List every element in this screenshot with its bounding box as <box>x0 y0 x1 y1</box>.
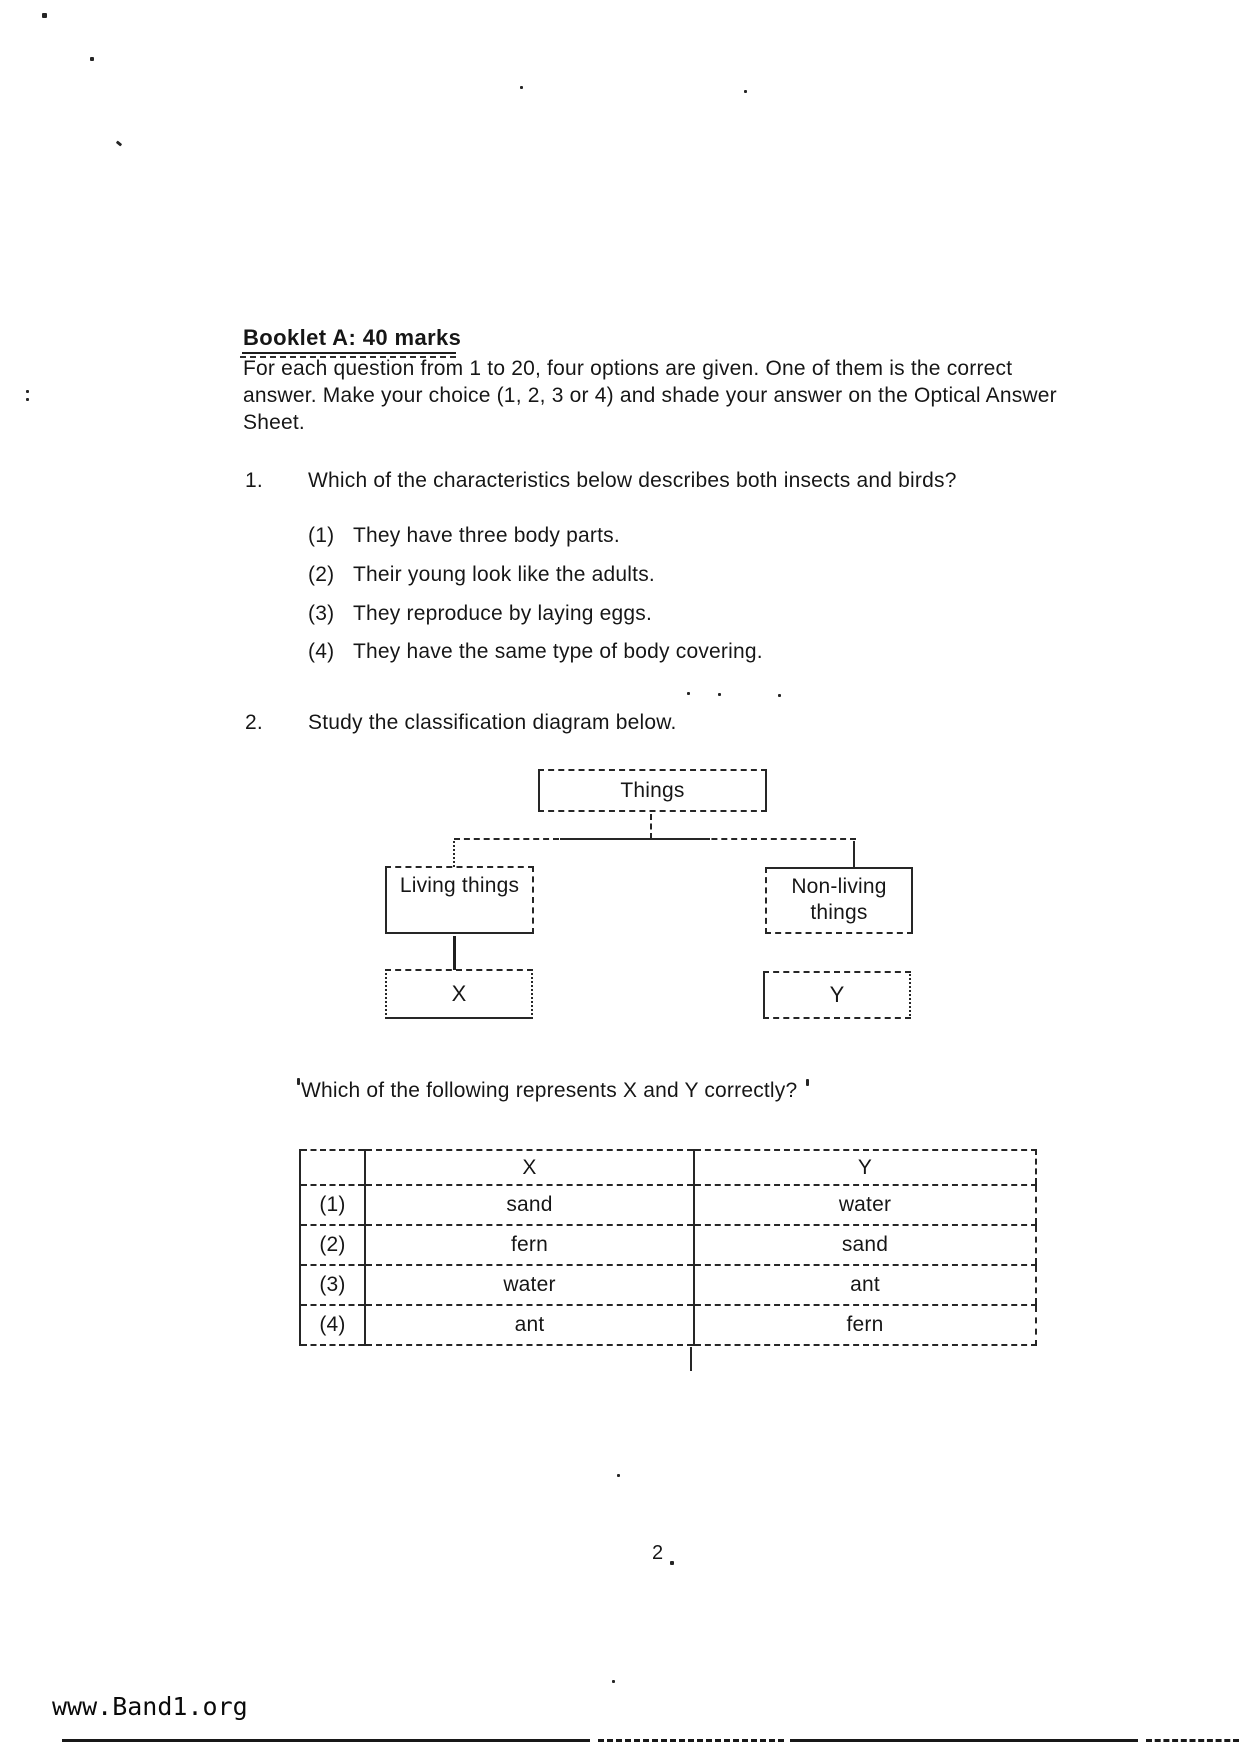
page-number: 2 <box>652 1542 664 1564</box>
question-2-sub-question: Which of the following represents X and Y correctly? <box>301 1079 798 1102</box>
row-y-value: sand <box>694 1225 1036 1265</box>
scan-speck <box>617 1474 620 1477</box>
option-text: Their young look like the adults. <box>353 563 655 586</box>
table-row <box>300 1225 1036 1265</box>
diagram-label-y: Y <box>829 982 845 1007</box>
scan-speck <box>806 1079 809 1086</box>
option-marker: (2) <box>308 563 335 586</box>
table-row <box>300 1185 1036 1225</box>
connector-branch-line-solid <box>560 838 710 840</box>
question-2-number: 2. <box>245 711 263 734</box>
row-marker: (3) <box>300 1265 365 1305</box>
diagram-box-non-living-things <box>765 867 913 934</box>
classification-table <box>299 1149 1037 1346</box>
classification-table-wrap <box>299 1149 1037 1346</box>
scan-speck <box>612 1680 615 1683</box>
scan-speck <box>26 390 29 393</box>
question-2-text: Study the classification diagram below. <box>308 711 677 734</box>
diagram-box-x <box>385 969 533 1019</box>
scan-speck <box>297 1078 300 1085</box>
table-row <box>300 1305 1036 1345</box>
row-marker: (2) <box>300 1225 365 1265</box>
table-header-blank <box>300 1150 365 1185</box>
option-marker: (4) <box>308 640 335 663</box>
scan-speck <box>90 57 94 61</box>
question-1-option-3 <box>308 602 652 626</box>
row-x-value: fern <box>365 1225 694 1265</box>
table-row <box>300 1265 1036 1305</box>
question-1-option-1 <box>308 524 620 548</box>
intro-line: Sheet. <box>243 411 305 434</box>
option-text: They reproduce by laying eggs. <box>353 602 653 625</box>
option-text: They have the same type of body covering. <box>353 640 763 663</box>
footer-rule <box>790 1739 1138 1742</box>
connector-root-drop <box>650 814 652 839</box>
table-divider-stub <box>690 1347 692 1371</box>
table-header-y: Y <box>857 1155 873 1179</box>
footer-rule <box>62 1739 590 1742</box>
question-1-number: 1. <box>245 469 263 492</box>
option-marker: (3) <box>308 602 335 625</box>
connector-right-drop <box>853 841 855 868</box>
question-1-option-2 <box>308 563 655 587</box>
intro-line: For each question from 1 to 20, four options are given. One of them is the correct <box>243 357 1013 380</box>
connector-living-to-x <box>453 936 456 970</box>
intro-line: answer. Make your choice (1, 2, 3 or 4) and shade your answer on the Optical Answer <box>243 384 1057 407</box>
row-y-value: water <box>694 1185 1036 1225</box>
row-x-value: water <box>365 1265 694 1305</box>
row-x-value: ant <box>365 1305 694 1345</box>
diagram-label-non-living-things: Non-living things <box>791 875 887 924</box>
question-1-option-4 <box>308 640 763 664</box>
diagram-label-x: X <box>451 981 467 1006</box>
scan-speck <box>670 1561 674 1565</box>
option-marker: (1) <box>308 524 335 547</box>
scan-speck <box>778 694 781 697</box>
scan-speck <box>687 692 690 695</box>
row-marker: (4) <box>300 1305 365 1345</box>
table-header-x: X <box>365 1150 694 1185</box>
connector-left-drop <box>453 841 455 867</box>
scan-speck <box>26 398 29 401</box>
diagram-box-y <box>763 971 911 1019</box>
row-x-value: sand <box>365 1185 694 1225</box>
table-header-row <box>300 1150 1036 1185</box>
diagram-box-things <box>538 769 767 812</box>
row-y-value: fern <box>694 1305 1036 1345</box>
option-text: They have three body parts. <box>353 524 620 547</box>
scan-speck <box>718 693 721 696</box>
heading-underline <box>242 352 456 354</box>
scan-speck <box>116 140 123 146</box>
row-marker: (1) <box>300 1185 365 1225</box>
diagram-label-things: Things <box>620 779 685 802</box>
footer-rule <box>598 1739 784 1742</box>
row-y-value: ant <box>694 1265 1036 1305</box>
footer-rule <box>1146 1739 1239 1742</box>
footer-url: www.Band1.org <box>52 1692 248 1721</box>
scan-speck <box>42 13 47 18</box>
scan-speck <box>520 86 523 89</box>
question-1-text: Which of the characteristics below describes both insects and birds? <box>308 469 957 492</box>
diagram-box-living-things <box>385 866 534 934</box>
diagram-label-living-things: Living things <box>399 874 520 897</box>
booklet-heading: Booklet A: 40 marks <box>243 325 462 350</box>
scan-speck <box>744 90 747 93</box>
